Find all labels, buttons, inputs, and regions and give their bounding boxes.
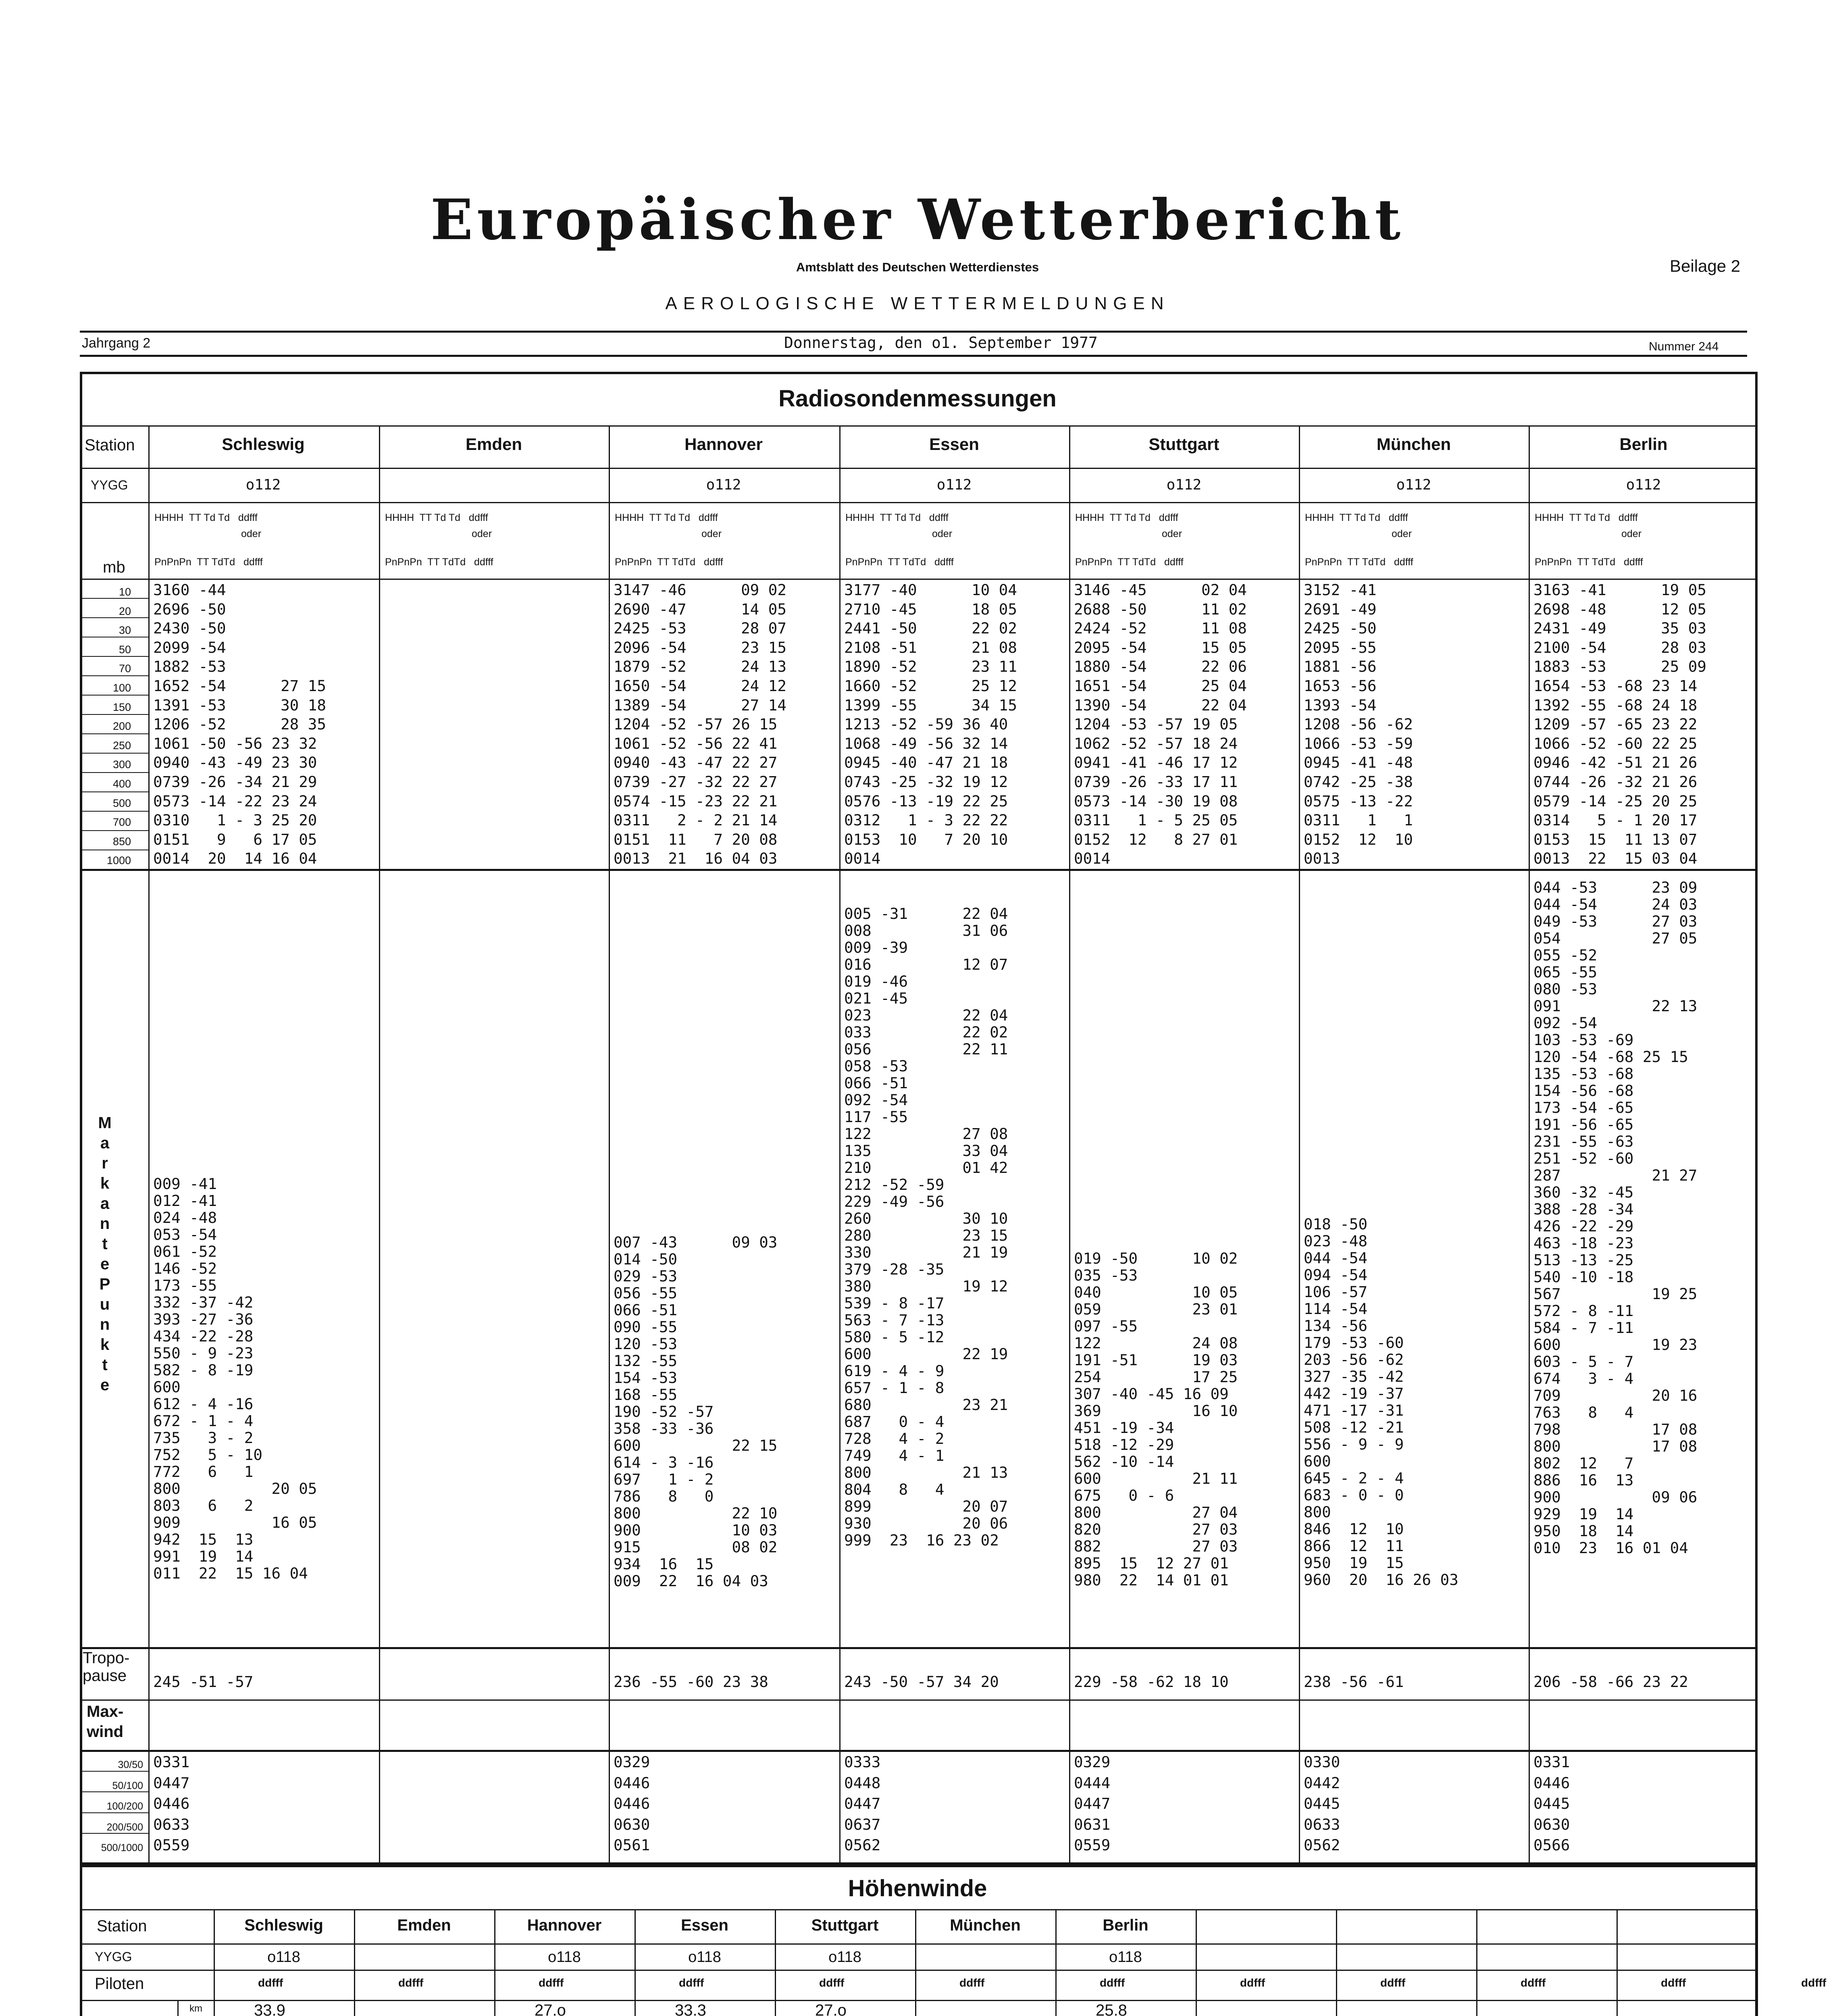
grid-line <box>177 2000 179 2016</box>
column-header: HHHH TT Td Td ddfff <box>1075 512 1178 523</box>
grid-line <box>80 579 1758 580</box>
ddfff-header: ddfff <box>1100 1976 1125 1989</box>
marked-points: 007 -43 09 03 014 -50 029 -53 056 -55 066 -51 090 -55 120 -53 132 -55 154 -53 168 -55 190 -52 -57 358 -33 -36 600 22 15 614 - 3 -16 697 1 - 2 786 8 0 800 22 10 900 10 03 915 08 02 934 16 15 009 22 16 04 03 <box>614 1233 778 1590</box>
grid-line <box>80 753 148 754</box>
standard-levels: 3163 -41 19 05 2698 -48 12 05 2431 -49 35 03 2100 -54 28 03 1883 -53 25 09 1654 -53 -68 23 14 1392 -55 -68 24 18 1209 -57 -65 23 22 1066 -52 -60 22 25 0946 -42 -51 21 26 0744 -26 -32 21 26 0579 -14 -25 20 25 0314 5 - 1 20 17 0153 15 11 13 07 0013 22 15 03 04 <box>1533 581 1706 868</box>
shear-values: 0331 0447 0446 0633 0559 <box>153 1753 190 1854</box>
tropopause-values: 229 -58 -62 18 10 <box>1074 1673 1229 1691</box>
grid-line <box>80 1647 1758 1649</box>
shear-values: 0330 0442 0445 0633 0562 <box>1304 1753 1340 1854</box>
grid-line <box>80 1750 1758 1752</box>
hw-gipfel-km-value: 33.3 <box>675 2001 706 2016</box>
grid-line <box>839 425 841 1865</box>
ddfff-header: ddfff <box>539 1976 564 1989</box>
grid-line <box>80 811 148 812</box>
station-yygg: o112 <box>1626 477 1661 493</box>
grid-line <box>80 791 148 792</box>
station-name: Essen <box>929 435 979 454</box>
grid-line <box>80 2000 1758 2001</box>
hw-station-name: Schleswig <box>244 1916 323 1934</box>
column-header-oder: oder <box>932 528 953 539</box>
marked-points-label: M a r k a n t e P u n k t e <box>98 1114 112 1394</box>
station-yygg: o112 <box>936 477 972 493</box>
shear-values: 0333 0448 0447 0637 0562 <box>844 1753 881 1854</box>
ddfff-header: ddfff <box>679 1976 704 1989</box>
grid-line <box>1196 1909 1197 2016</box>
ddfff-header: ddfff <box>1380 1976 1406 1989</box>
masthead-rule <box>80 331 1747 333</box>
marked-points: 019 -50 10 02 035 -53 040 10 05 059 23 01 097 -55 122 24 08 191 -51 19 03 254 17 25 307 -40 -45 16 09 369 16 10 451 -19 -34 518 -12 -29 562 -10 -14 600 21 11 675 0 - 6 800 27 04 820 27 03 882 27 03 895 15 12 27 01 980 22 14 01 01 <box>1074 1250 1238 1589</box>
hw-yygg: o118 <box>828 1949 861 1966</box>
tropopause-values: 236 -55 -60 23 38 <box>614 1673 768 1691</box>
hw-yygg-label: YYGG <box>95 1949 132 1964</box>
grid-line <box>609 425 610 1865</box>
ddfff-header: ddfff <box>959 1976 985 1989</box>
grid-line <box>1336 1909 1337 2016</box>
grid-line <box>80 502 1758 503</box>
section-heading: AEROLOGISCHE WETTERMELDUNGEN <box>665 294 1170 313</box>
hw-piloten-label: Piloten <box>95 1975 144 1993</box>
column-header-oder: oder <box>1621 528 1642 539</box>
tropopause-values: 238 -56 -61 <box>1304 1673 1404 1691</box>
station-name: Hannover <box>684 435 763 454</box>
hw-station-name: Berlin <box>1103 1916 1148 1934</box>
hw-gipfel-km-value: 25.8 <box>1096 2001 1127 2016</box>
radiosonde-title: Radiosondenmessungen <box>778 385 1057 412</box>
station-yygg: o112 <box>245 477 281 493</box>
grid-line <box>80 1791 148 1792</box>
maxwind-label: Max- wind <box>87 1703 124 1741</box>
column-header: HHHH TT Td Td ddfff <box>845 512 949 523</box>
station-name: Stuttgart <box>1148 435 1219 454</box>
column-header-2: PnPnPn TT TdTd ddfff <box>1305 556 1413 568</box>
station-name: Berlin <box>1619 435 1668 454</box>
standard-levels: 3152 -41 2691 -49 2425 -50 2095 -55 1881 -56 1653 -56 1393 -54 1208 -56 -62 1066 -53 -59 0945 -41 -48 0742 -25 -38 0575 -13 -22 0311 1 1 0152 12 10 0013 <box>1304 581 1413 868</box>
hw-station-name: Emden <box>397 1916 451 1934</box>
column-header-oder: oder <box>472 528 492 539</box>
grid-line <box>80 617 148 618</box>
ddfff-header: ddfff <box>258 1976 283 1989</box>
standard-levels: 3177 -40 10 04 2710 -45 18 05 2441 -50 22 02 2108 -51 21 08 1890 -52 23 11 1660 -52 25 12 1399 -55 34 15 1213 -52 -59 36 40 1068 -49 -56 32 14 0945 -40 -47 21 18 0743 -25 -32 19 12 0576 -13 -19 22 25 0312 1 - 3 22 22 0153 10 7 20 10 0014 <box>844 581 1017 868</box>
marked-points: 018 -50 023 -48 044 -54 094 -54 106 -57 114 -54 134 -56 179 -53 -60 203 -56 -62 327 -35 -42 442 -19 -37 471 -17 -31 508 -12 -21 556 - 9 - 9 600 645 - 2 - 4 683 - 0 - 0 800 846 12 10 866 12 11 950 19 15 960 20 16 26 03 <box>1304 1215 1458 1589</box>
column-header-2: PnPnPn TT TdTd ddfff <box>615 556 723 568</box>
column-header-oder: oder <box>1162 528 1182 539</box>
ddfff-header: ddfff <box>1240 1976 1265 1989</box>
pressure-levels: 10 20 30 50 70 100 150 200 250 300 400 500 700 850 1000 <box>106 586 131 867</box>
tropopause-values: 245 -51 -57 <box>153 1673 254 1691</box>
column-header-2: PnPnPn TT TdTd ddfff <box>385 556 493 568</box>
grid-line <box>80 675 148 676</box>
ddfff-header: ddfff <box>1661 1976 1686 1989</box>
ddfff-header: ddfff <box>398 1976 424 1989</box>
shear-values: 0329 0444 0447 0631 0559 <box>1074 1753 1111 1854</box>
grid-line <box>80 830 148 831</box>
grid-line <box>80 598 148 599</box>
grid-line <box>80 714 148 715</box>
grid-line <box>148 425 150 1865</box>
grid-line <box>80 772 148 773</box>
station-yygg: o112 <box>1396 477 1431 493</box>
shear-values: 0331 0446 0445 0630 0566 <box>1533 1753 1570 1854</box>
ddfff-header: ddfff <box>1801 1976 1827 1989</box>
grid-line <box>1069 425 1070 1865</box>
hw-gipfel-km-value: 27.o <box>815 2001 847 2016</box>
mb-row-label: mb <box>103 558 125 576</box>
hw-yygg: o118 <box>548 1949 581 1966</box>
marked-points: 044 -53 23 09 044 -54 24 03 049 -53 27 03 054 27 05 055 -52 065 -55 080 -53 091 22 13 092 -54 103 -53 -69 120 -54 -68 25 15 135 -53 -68 154 -56 -68 173 -54 -65 191 -56 -65 231 -55 -63 251 -52 -60 287 21 27 360 -32 -45 388 -28 -34 426 -22 -29 463 -18 -23 513 -13 -25 540 -10 -18 567 19 25 572 - 8 -11 584 - 7 -11 600 19 23 603 - 5 - 7 674 3 - 4 709 20 16 763 8 4 798 17 08 800 17 08 802 12 7 886 16 13 900 09 06 929 19 14 950 18 14 010 23 16 01 04 <box>1533 879 1698 1557</box>
grid-line <box>1617 1909 1618 2016</box>
column-header-2: PnPnPn TT TdTd ddfff <box>154 556 263 568</box>
grid-line <box>80 733 148 734</box>
hw-gipfel-km-value: 33.9 <box>254 2001 285 2016</box>
hw-station-name: Essen <box>681 1916 728 1934</box>
grid-line <box>80 1943 1758 1945</box>
grid-line <box>80 1812 148 1813</box>
grid-line <box>80 1771 148 1772</box>
ddfff-header: ddfff <box>1521 1976 1546 1989</box>
hw-station-name: Stuttgart <box>811 1916 879 1934</box>
page-title: Europäischer Wetterbericht <box>430 187 1405 252</box>
station-yygg: o112 <box>1166 477 1202 493</box>
shear-levels: 30/50 50/100 100/200 200/500 500/1000 <box>101 1759 143 1854</box>
grid-line <box>80 1909 1758 1910</box>
column-header-2: PnPnPn TT TdTd ddfff <box>1535 556 1643 568</box>
grid-line <box>80 1833 148 1834</box>
hw-gipfel-km-value: 27.o <box>535 2001 566 2016</box>
marked-points: 005 -31 22 04 008 31 06 009 -39 016 12 07 019 -46 021 -45 023 22 04 033 22 02 056 22 11 058 -53 066 -51 092 -54 117 -55 122 27 08 135 33 04 210 01 42 212 -52 -59 229 -49 -56 260 30 10 280 23 15 330 21 19 379 -28 -35 380 19 12 539 - 8 -17 563 - 7 -13 580 - 5 -12 600 22 19 619 - 4 - 9 657 - 1 - 8 680 23 21 687 0 - 4 728 4 - 2 749 4 - 1 800 21 13 804 8 4 899 20 07 930 20 06 999 23 16 23 02 <box>844 905 1008 1549</box>
supplement-label: Beilage 2 <box>1670 256 1741 275</box>
standard-levels: 3160 -44 2696 -50 2430 -50 2099 -54 1882 -53 1652 -54 27 15 1391 -53 30 18 1206 -52 28 35 1061 -50 -56 23 32 0940 -43 -49 23 30 0739 -26 -34 21 29 0573 -14 -22 23 24 0310 1 - 3 25 20 0151 9 6 17 05 0014 20 14 16 04 <box>153 581 326 868</box>
hw-yygg: o118 <box>688 1949 721 1966</box>
column-header: HHHH TT Td Td ddfff <box>385 512 488 523</box>
tropopause-values: 206 -58 -66 23 22 <box>1533 1673 1688 1691</box>
column-header-oder: oder <box>701 528 722 539</box>
column-header-2: PnPnPn TT TdTd ddfff <box>1075 556 1184 568</box>
station-name: Emden <box>465 435 522 454</box>
hw-gipfel-km: km <box>189 2003 202 2014</box>
grid-line <box>80 1970 1758 1971</box>
column-header: HHHH TT Td Td ddfff <box>615 512 718 523</box>
tropopause-label: Tropo- pause <box>83 1649 130 1685</box>
grid-line <box>1299 425 1300 1865</box>
ddfff-header: ddfff <box>819 1976 845 1989</box>
grid-line <box>1476 1909 1477 2016</box>
hw-yygg: o118 <box>267 1949 300 1966</box>
grid-line <box>80 695 148 696</box>
issue-number: Nummer 244 <box>1649 340 1719 353</box>
hoehenwinde-title: Höhenwinde <box>848 1875 987 1901</box>
standard-levels: 3146 -45 02 04 2688 -50 11 02 2424 -52 11 08 2095 -54 15 05 1880 -54 22 06 1651 -54 25 04 1390 -54 22 04 1204 -53 -57 19 05 1062 -52 -57 18 24 0941 -41 -46 17 12 0739 -26 -33 17 11 0573 -14 -30 19 08 0311 1 - 5 25 05 0152 12 8 27 01 0014 <box>1074 581 1247 868</box>
column-header: HHHH TT Td Td ddfff <box>1305 512 1408 523</box>
grid-line <box>379 425 380 1865</box>
station-name: München <box>1376 435 1451 454</box>
standard-levels: 3147 -46 09 02 2690 -47 14 05 2425 -53 28 07 2096 -54 23 15 1879 -52 24 13 1650 -54 24 12 1389 -54 27 14 1204 -52 -57 26 15 1061 -52 -56 22 41 0940 -43 -47 22 27 0739 -27 -32 22 27 0574 -15 -23 22 21 0311 2 - 2 21 14 0151 11 7 20 08 0013 21 16 04 03 <box>614 581 786 868</box>
grid-line <box>80 468 1758 469</box>
station-yygg: o112 <box>706 477 741 493</box>
station-name: Schleswig <box>222 435 305 454</box>
marked-points: 009 -41 012 -41 024 -48 053 -54 061 -52 146 -52 173 -55 332 -37 -42 393 -27 -36 434 -22 -28 550 - 9 -23 582 - 8 -19 600 612 - 4 -16 672 - 1 - 4 735 3 - 2 752 5 - 10 772 6 1 800 20 05 803 6 2 909 16 05 942 15 13 991 19 14 011 22 15 16 04 <box>153 1175 317 1582</box>
station-row-label: Station <box>85 436 135 454</box>
grid-line <box>80 1699 1758 1701</box>
column-header-oder: oder <box>1392 528 1412 539</box>
grid-line <box>80 656 148 657</box>
shear-values: 0329 0446 0446 0630 0561 <box>614 1753 650 1854</box>
issue-date: Donnerstag, den o1. September 1977 <box>784 334 1098 352</box>
grid-line <box>80 425 1758 427</box>
yygg-row-label: YYGG <box>91 478 128 492</box>
grid-line <box>80 869 1758 871</box>
masthead-rule-lower <box>80 355 1747 357</box>
column-header: HHHH TT Td Td ddfff <box>154 512 258 523</box>
column-header-oder: oder <box>241 528 262 539</box>
grid-line <box>1529 425 1530 1865</box>
hw-station-name: Hannover <box>527 1916 602 1934</box>
hw-station-label: Station <box>97 1917 147 1935</box>
volume-label: Jahrgang 2 <box>82 335 151 351</box>
hw-station-name: München <box>950 1916 1021 1934</box>
hw-yygg: o118 <box>1109 1949 1142 1966</box>
tropopause-values: 243 -50 -57 34 20 <box>844 1673 999 1691</box>
grid-line <box>1757 1909 1758 2016</box>
column-header-2: PnPnPn TT TdTd ddfff <box>845 556 954 568</box>
column-header: HHHH TT Td Td ddfff <box>1535 512 1638 523</box>
publisher-subtitle: Amtsblatt des Deutschen Wetterdienstes <box>796 260 1039 274</box>
